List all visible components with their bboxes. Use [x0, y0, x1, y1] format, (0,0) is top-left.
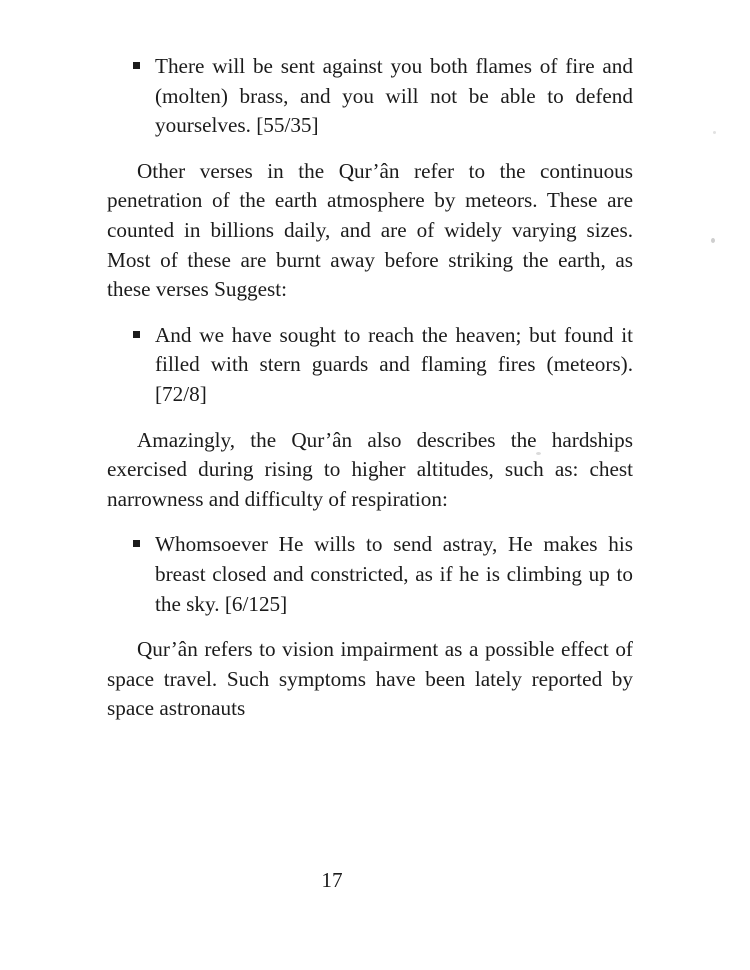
quotation-block — [107, 530, 633, 619]
paragraph-text: Qur’ân refers to vision impairment as a possible effect of space travel. Such symptoms have been lately reported by space astronauts — [107, 637, 633, 721]
quotation-block — [107, 321, 633, 410]
paragraph-text: Amazingly, the Qur’ân also describes the hardships exercised during rising to higher altitudes, such as: chest narrowness and difficulty of respiration: — [107, 427, 633, 511]
body-paragraph — [107, 426, 633, 515]
paragraph-text: Other verses in the Qur’ân refer to the continuous penetration of the earth atmosphere by meteors. These are counted in billions daily, and are of widely varying sizes. Most of these are burnt away before striking the earth, as these verses Suggest: — [107, 158, 633, 302]
square-bullet-icon — [133, 62, 140, 69]
page-body-text — [107, 52, 633, 724]
quotation-text: And we have sought to reach the heaven; but found it filled with stern guards and flaming fires (meteors). [72/8] — [155, 322, 633, 406]
scan-artifact-speck — [713, 131, 716, 134]
body-paragraph — [107, 157, 633, 305]
square-bullet-icon — [133, 540, 140, 547]
body-paragraph — [107, 635, 633, 724]
quotation-block — [107, 52, 633, 141]
quotation-text: Whomsoever He wills to send astray, He makes his breast closed and constricted, as if he is climbing up to the sky. [6/125] — [155, 532, 633, 616]
square-bullet-icon — [133, 331, 140, 338]
quotation-text: There will be sent against you both flames of fire and (molten) brass, and you will not be able to defend yourselves. [55/35] — [155, 54, 633, 138]
page-number: 17 — [321, 868, 343, 892]
scan-artifact-speck — [711, 238, 715, 243]
